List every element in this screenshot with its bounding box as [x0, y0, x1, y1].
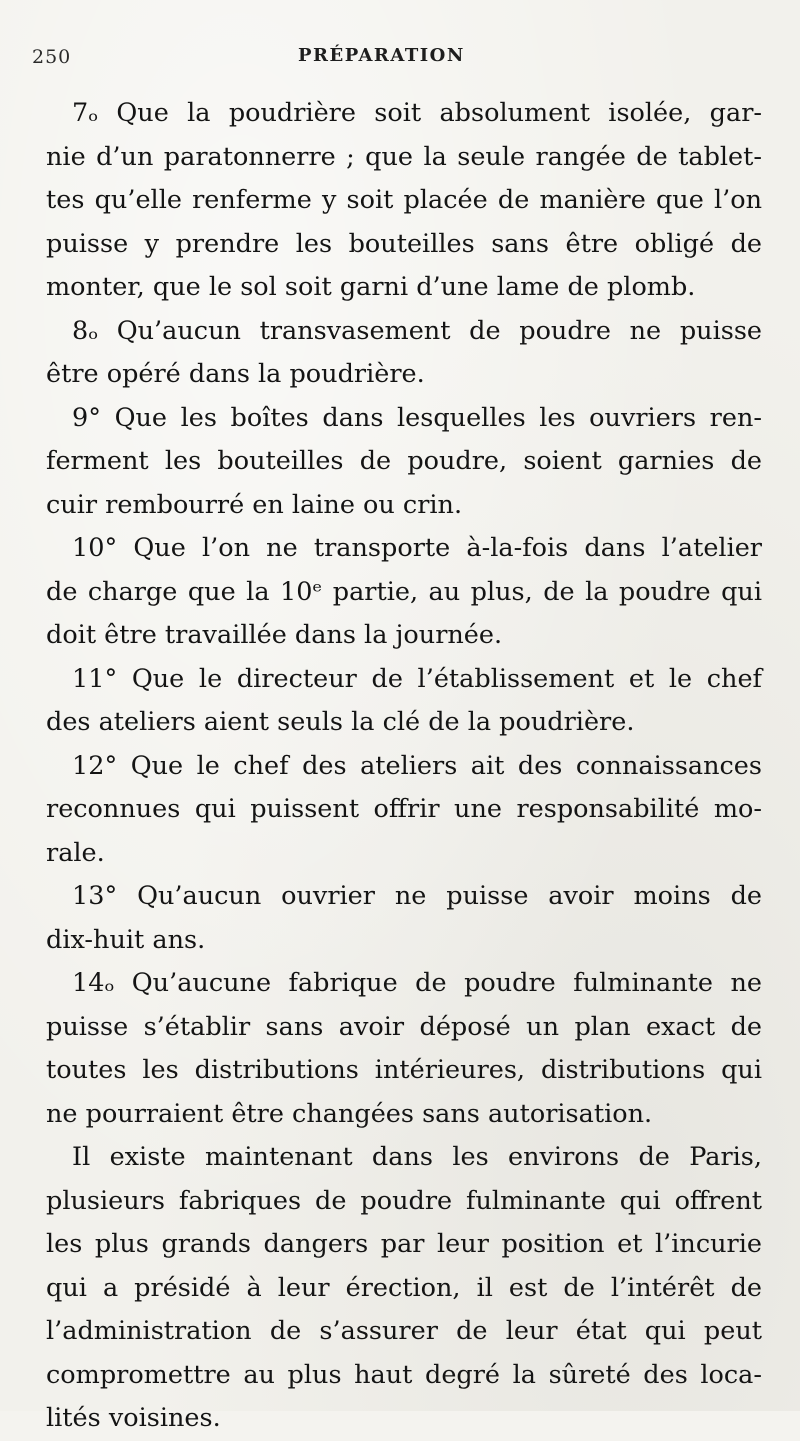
text-line-content: 14ₒ Qu’aucune fabrique de poudre fulminante ne — [72, 968, 762, 998]
paragraph — [46, 745, 762, 876]
text-line — [46, 1136, 762, 1180]
text-line: cuir rembourré en laine ou crin. — [46, 489, 463, 520]
text-line-content: 10° Que l’on ne transporte à-la-fois dans l’atelier — [72, 533, 762, 563]
text-line: rale. — [46, 837, 105, 868]
text-line — [46, 310, 762, 354]
text-line: compromettre au plus haut degré la sûreté des loca- — [46, 1359, 762, 1390]
text-line-content: 8ₒ Qu’aucun transvasement de poudre ne puisse — [72, 315, 762, 346]
text-line — [46, 658, 762, 702]
paragraph — [46, 962, 762, 1136]
text-line: tes qu’elle renferme y soit placée de manière que l’on — [46, 185, 762, 215]
text-line: lités voisines. — [46, 1403, 221, 1433]
text-line: les plus grands dangers par leur position et l’incurie — [46, 1229, 762, 1259]
text-line: monter, que le sol soit garni d’une lame de plomb. — [46, 272, 696, 302]
text-line: reconnues qui puissent offrir une responsabilité mo- — [46, 794, 762, 824]
text-line-content: 9° Que les boîtes dans lesquelles les ouvriers ren- — [72, 402, 762, 433]
text-line: doit être travaillée dans la journée. — [46, 620, 503, 650]
text-line — [46, 745, 762, 789]
paragraph — [46, 92, 762, 310]
text-line: de charge que la 10ᵉ partie, au plus, de la poudre qui — [46, 576, 762, 607]
text-line: ne pourraient être changées sans autorisation. — [46, 1098, 653, 1129]
body-text — [46, 92, 762, 1441]
paragraph — [46, 658, 762, 745]
text-line: des ateliers aient seuls la clé de la poudrière. — [46, 707, 635, 737]
text-line — [46, 962, 762, 1006]
text-line: toutes les distributions intérieures, distributions qui — [46, 1055, 762, 1085]
paragraph — [46, 1136, 762, 1441]
text-line-content: 7ₒ Que la poudrière soit absolument isolée, gar- — [72, 98, 762, 128]
text-line — [46, 875, 762, 919]
text-line — [46, 92, 762, 136]
text-line: nie d’un paratonnerre ; que la seule rangée de tablet- — [46, 141, 762, 172]
paragraph — [46, 310, 762, 397]
text-line: dix-huit ans. — [46, 924, 206, 955]
text-line: puisse s’établir sans avoir déposé un plan exact de — [46, 1011, 762, 1042]
text-line-content: Il existe maintenant dans les environs de Paris, — [72, 1142, 762, 1172]
text-line: plusieurs fabriques de poudre fulminante qui offrent — [46, 1185, 762, 1216]
text-line: qui a présidé à leur érection, il est de l’intérêt de — [46, 1272, 762, 1303]
paragraph — [46, 875, 762, 962]
text-line-content: 12° Que le chef des ateliers ait des connaissances — [72, 750, 762, 781]
page-number: 250 — [32, 46, 72, 68]
running-head: PRÉPARATION — [298, 45, 465, 66]
text-line: l’administration de s’assurer de leur état qui peut — [46, 1316, 762, 1346]
text-line: ferment les bouteilles de poudre, soient garnies de — [46, 446, 762, 476]
paragraph — [46, 527, 762, 658]
text-line — [46, 527, 762, 571]
paragraph — [46, 397, 762, 528]
text-line-content: 11° Que le directeur de l’établissement et le chef — [72, 663, 762, 694]
text-line — [46, 397, 762, 441]
text-line-content: 13° Qu’aucun ouvrier ne puisse avoir moins de — [72, 881, 762, 911]
text-line: puisse y prendre les bouteilles sans être obligé de — [46, 228, 762, 259]
text-line: être opéré dans la poudrière. — [46, 359, 425, 389]
